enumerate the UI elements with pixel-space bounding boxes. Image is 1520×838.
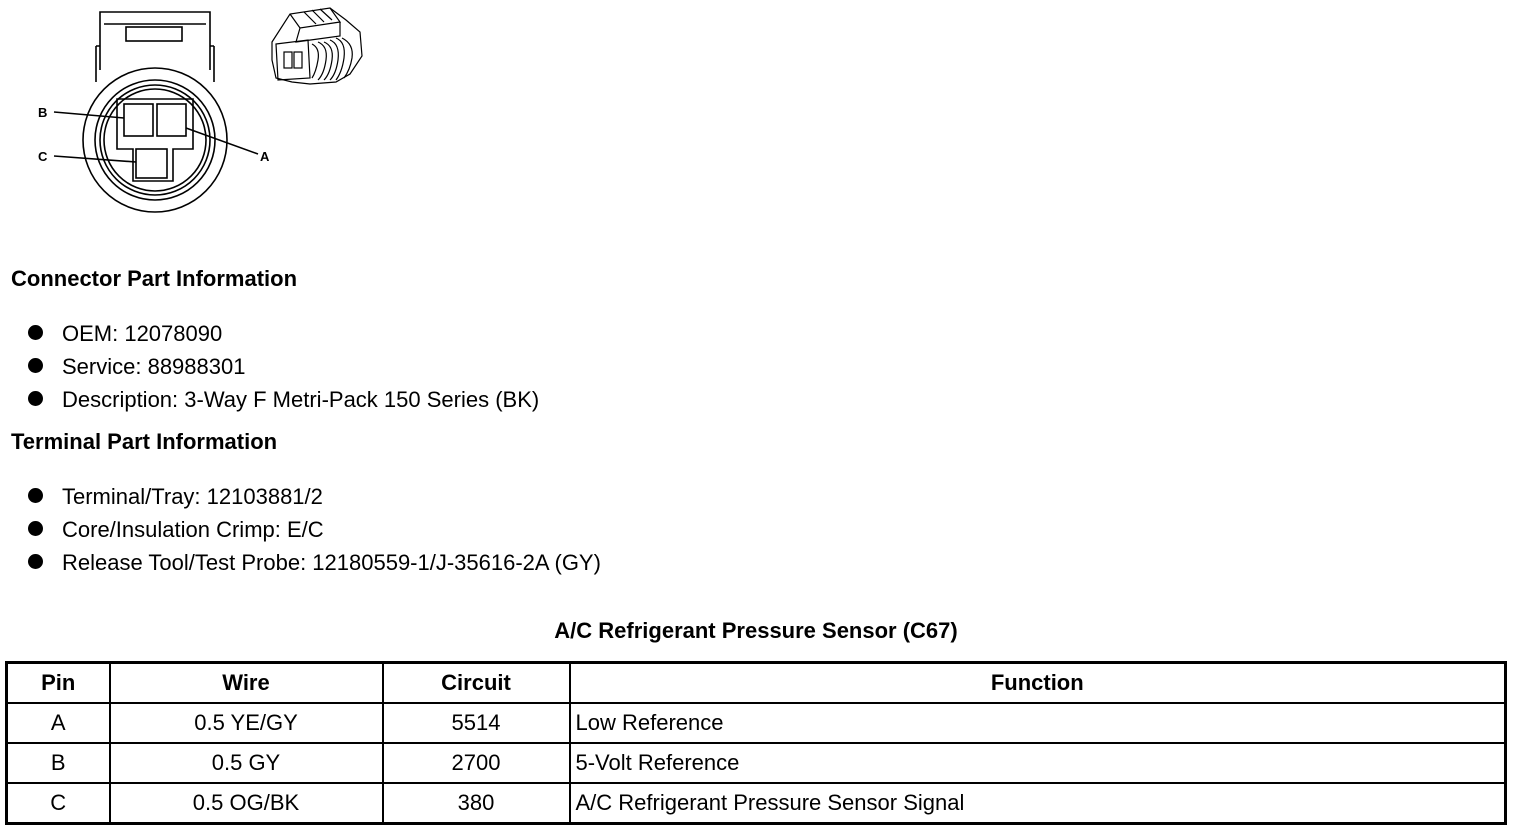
list-item	[28, 317, 539, 350]
cell-function: A/C Refrigerant Pressure Sensor Signal	[570, 783, 1506, 824]
list-item-text: Terminal/Tray: 12103881/2	[62, 484, 323, 509]
cell-function: 5-Volt Reference	[570, 743, 1506, 783]
header-circuit: Circuit	[383, 663, 570, 704]
list-item-text: Description: 3-Way F Metri-Pack 150 Series (BK)	[62, 387, 540, 412]
connector-face-drawing	[0, 0, 400, 230]
table-row	[7, 783, 1506, 824]
cell-circuit: 2700	[383, 743, 570, 783]
pin-b-label: B	[38, 105, 48, 120]
list-item-text: Service: 88988301	[62, 354, 246, 379]
connector-diagram	[0, 0, 400, 230]
header-pin: Pin	[7, 663, 110, 704]
bullet-icon	[28, 521, 43, 536]
pin-a-label: A	[260, 149, 270, 164]
list-item	[28, 513, 601, 546]
connector-part-info-heading: Connector Part Information	[11, 266, 298, 291]
terminal-part-info-list	[28, 480, 601, 579]
cell-wire: 0.5 GY	[110, 743, 383, 783]
table-row	[7, 743, 1506, 783]
cell-pin: A	[7, 703, 110, 743]
list-item	[28, 480, 601, 513]
table-row	[7, 703, 1506, 743]
list-item-text: OEM: 12078090	[62, 321, 223, 346]
list-item-text: Core/Insulation Crimp: E/C	[62, 517, 324, 542]
bullet-icon	[28, 358, 43, 373]
cell-function: Low Reference	[570, 703, 1506, 743]
cell-circuit: 380	[383, 783, 570, 824]
pin-table-title: A/C Refrigerant Pressure Sensor (C67)	[554, 618, 958, 643]
cell-circuit: 5514	[383, 703, 570, 743]
pinout-table	[5, 661, 1507, 825]
bullet-icon	[28, 391, 43, 406]
list-item	[28, 546, 601, 579]
cell-wire: 0.5 YE/GY	[110, 703, 383, 743]
list-item-text: Release Tool/Test Probe: 12180559-1/J-35616-2A (GY)	[62, 550, 601, 575]
cell-pin: C	[7, 783, 110, 824]
header-function: Function	[570, 663, 1506, 704]
pin-c-label: C	[38, 149, 48, 164]
bullet-icon	[28, 554, 43, 569]
table-header-row	[7, 663, 1506, 704]
cell-wire: 0.5 OG/BK	[110, 783, 383, 824]
cell-pin: B	[7, 743, 110, 783]
list-item	[28, 383, 539, 416]
bullet-icon	[28, 325, 43, 340]
terminal-part-info-heading: Terminal Part Information	[11, 429, 278, 454]
connector-part-info-list	[28, 317, 539, 416]
bullet-icon	[28, 488, 43, 503]
connector-illustration	[272, 8, 362, 84]
list-item	[28, 350, 539, 383]
header-wire: Wire	[110, 663, 383, 704]
